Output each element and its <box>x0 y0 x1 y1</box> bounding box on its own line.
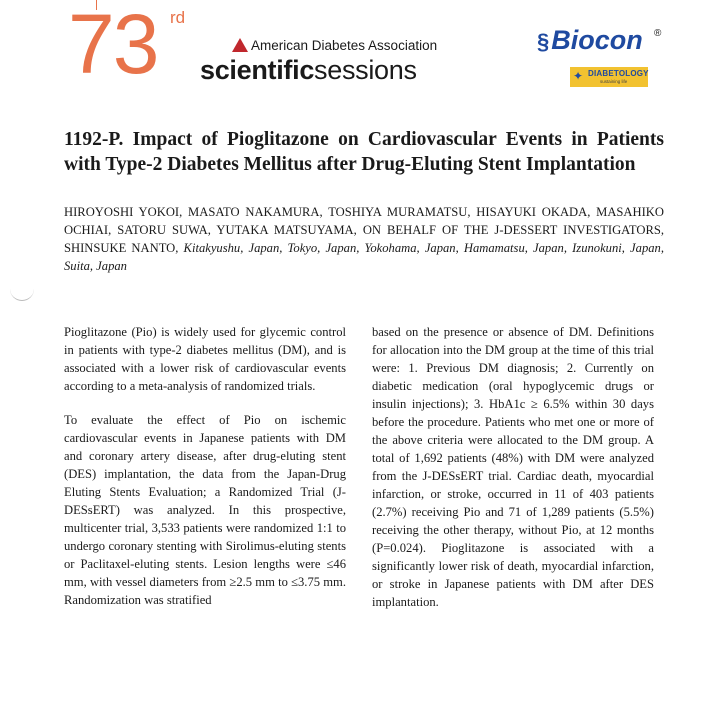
biocon-helix-icon: § <box>537 29 550 54</box>
author-names: HIROYOSHI YOKOI, MASATO NAKAMURA, TOSHIYA MURAMATSU, HISAYUKI OKADA, MASAHIKO OCHIAI, SATORU SUWA, YUTAKA MATSUYAMA, ON BEHALF OF THE J-DESSERT INVESTIGATORS, SHINSUKE NANTO, <box>64 205 664 255</box>
body-column-left <box>64 323 346 609</box>
diabetology-badge <box>570 67 648 87</box>
scientific-sessions-logo <box>200 55 417 86</box>
session-number-suffix: rd <box>170 8 186 27</box>
sessions-bold: scientific <box>200 55 315 85</box>
paragraph-background: Pioglitazone (Pio) is widely used for glycemic control in patients with type-2 diabetes mellitus (DM), and is associated with a lower risk of cardiovascular events according to a meta-analysis of randomized trials. <box>64 325 346 393</box>
diabetology-label: DIABETOLOGY <box>588 69 649 78</box>
author-list <box>64 203 664 275</box>
diabetology-tagline: sustaining life <box>600 79 628 84</box>
body-column-right <box>372 323 654 611</box>
scan-artifact <box>10 286 34 301</box>
paragraph-results: based on the presence or absence of DM. Definitions for allocation into the DM group at the time of this trial were: 1. Previous DM diagnosis; 2. Currently on diabetic medication (oral hypoglycemic drugs or insulin injections); 3. HbA1c ≥ 6.5% within 30 days before the procedure. Patients who met one or more of the above criteria were allocated to the DM group. A total of 1,692 patients (48%) with DM were analyzed from the J-DESsERT trial. Cardiac death, myocardial infarction, or stroke, occurred in 11 of 403 patients (2.7%) receiving Pio and 71 of 1,289 patients (5.5%) receiving the other therapy, without Pio, at 12 months (P=0.024). Pioglitazone is associated with a significantly lower risk of death, myocardial infarction, or stroke in Japanese patients with DM after DES implantation. <box>372 325 654 609</box>
biocon-name: Biocon <box>551 25 643 55</box>
paragraph-methods: To evaluate the effect of Pio on ischemic cardiovascular events in Japanese patients with DM and coronary artery disease, after drug-eluting stent (DES) implantation, the data from the Japan-Drug Eluting Stents Evaluation; a Randomized Trial (J-DESsERT) was analyzed. In this prospective, multicenter trial, 3,533 patients were randomized 1:1 to undergo coronary stenting with Sirolimus-eluting stents or Paclitaxel-eluting stents. Lesion lengths were ≤46 mm, with vessel diameters from ≥2.5 mm to ≤3.75 mm. Randomization was stratified <box>64 413 346 607</box>
author-affiliations: Kitakyushu, Japan, Tokyo, Japan, Yokohama, Japan, Hamamatsu, Japan, Izunokuni, Japan, Suita, Japan <box>64 241 664 273</box>
diabetology-swirl-icon: ✦ <box>573 69 584 83</box>
ada-triangle-icon <box>232 38 248 52</box>
biocon-logo <box>537 25 643 56</box>
abstract-title: 1192-P. Impact of Pioglitazone on Cardiovascular Events in Patients with Type-2 Diabetes Mellitus after Drug-Eluting Stent Implantation <box>64 129 664 175</box>
sessions-light: sessions <box>314 55 417 85</box>
registered-mark-icon: ® <box>654 28 662 39</box>
ada-name: American Diabetes Association <box>251 38 438 53</box>
ada-logo <box>232 38 437 53</box>
session-number: 73 <box>68 0 158 91</box>
